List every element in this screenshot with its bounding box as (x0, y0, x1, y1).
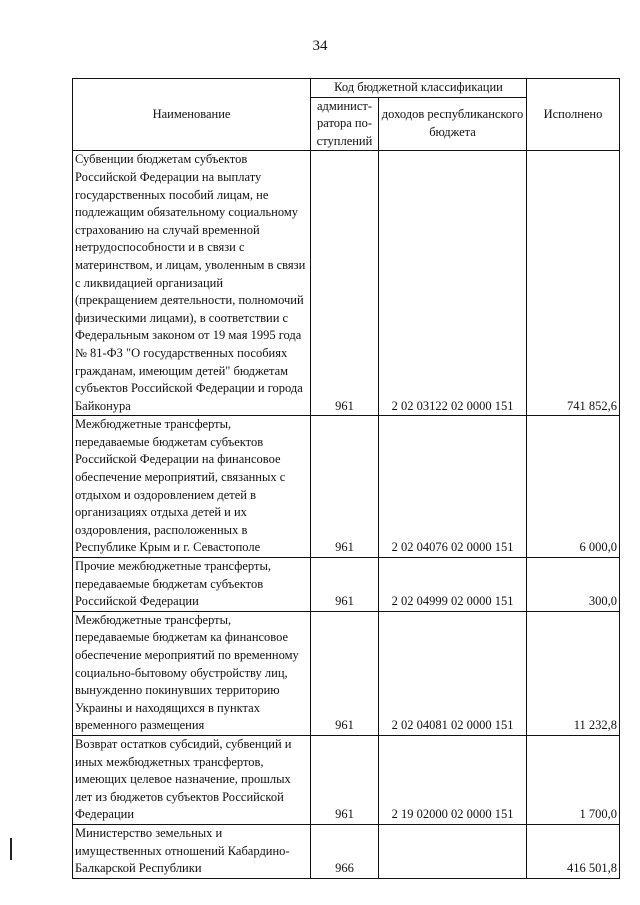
row-admin-code: 961 (311, 416, 379, 558)
header-admin: админист-ратора по-ступлений (311, 97, 379, 151)
scan-margin-mark (10, 838, 12, 860)
table-row (73, 416, 620, 558)
row-amount: 300,0 (527, 558, 620, 612)
row-amount: 416 501,8 (527, 824, 620, 878)
row-revenue-code: 2 02 04999 02 0000 151 (379, 558, 527, 612)
row-amount: 741 852,6 (527, 151, 620, 416)
row-revenue-code: 2 19 02000 02 0000 151 (379, 735, 527, 824)
row-revenue-code: 2 02 03122 02 0000 151 (379, 151, 527, 416)
row-revenue-code: 2 02 04076 02 0000 151 (379, 416, 527, 558)
row-name: Субвенции бюджетам субъектов Российской Федерации на выплату государственных пособий лицам, не подлежащим обязательному социальному страхованию на случай временной нетрудоспособности и в связи с материнством, и лицам, уволенным в связи с ликвидацией организаций (прекращением деятельности, полномочий физическими лицами), в соответствии с Федеральным законом от 19 мая 1995 года № 81-ФЗ "О государственных пособиях гражданам, имеющим детей" бюджетам субъектов Российской Федерации и города Байконура (73, 151, 311, 416)
row-name: Межбюджетные трансферты, передаваемые бюджетам ка финансовое обеспечение мероприятий по временному социально-бытовому обустройству лиц, вынужденно покинувших территорию Украины и находящихся в пунктах временного размещения (73, 611, 311, 735)
row-admin-code: 961 (311, 558, 379, 612)
header-row-top (73, 79, 620, 98)
row-name: Возврат остатков субсидий, субвенций и иных межбюджетных трансфертов, имеющих целевое назначение, прошлых лет из бюджетов субъектов Российской Федерации (73, 735, 311, 824)
row-revenue-code (379, 824, 527, 878)
table-row (73, 558, 620, 612)
row-admin-code: 961 (311, 735, 379, 824)
row-amount: 6 000,0 (527, 416, 620, 558)
table-row (73, 611, 620, 735)
table-row (73, 824, 620, 878)
header-code-group: Код бюджетной классификации (311, 79, 527, 98)
row-name: Межбюджетные трансферты, передаваемые бюджетам субъектов Российской Федерации на финансовое обеспечение мероприятий, связанных с отдыхом и оздоровлением детей в организациях отдыха детей и их оздоровления, расположенных в Республике Крым и г. Севастополе (73, 416, 311, 558)
budget-table (72, 78, 620, 879)
row-admin-code: 961 (311, 611, 379, 735)
row-admin-code: 961 (311, 151, 379, 416)
header-name: Наименование (73, 79, 311, 151)
row-name: Министерство земельных и имущественных отношений Кабардино-Балкарской Республики (73, 824, 311, 878)
page-number: 34 (312, 38, 328, 54)
table-row (73, 151, 620, 416)
header-executed: Исполнено (527, 79, 620, 151)
header-revenue: доходов республиканского бюджета (379, 97, 527, 151)
row-revenue-code: 2 02 04081 02 0000 151 (379, 611, 527, 735)
row-amount: 11 232,8 (527, 611, 620, 735)
row-admin-code: 966 (311, 824, 379, 878)
row-amount: 1 700,0 (527, 735, 620, 824)
row-name: Прочие межбюджетные трансферты, передаваемые бюджетам субъектов Российской Федерации (73, 558, 311, 612)
table-row (73, 735, 620, 824)
